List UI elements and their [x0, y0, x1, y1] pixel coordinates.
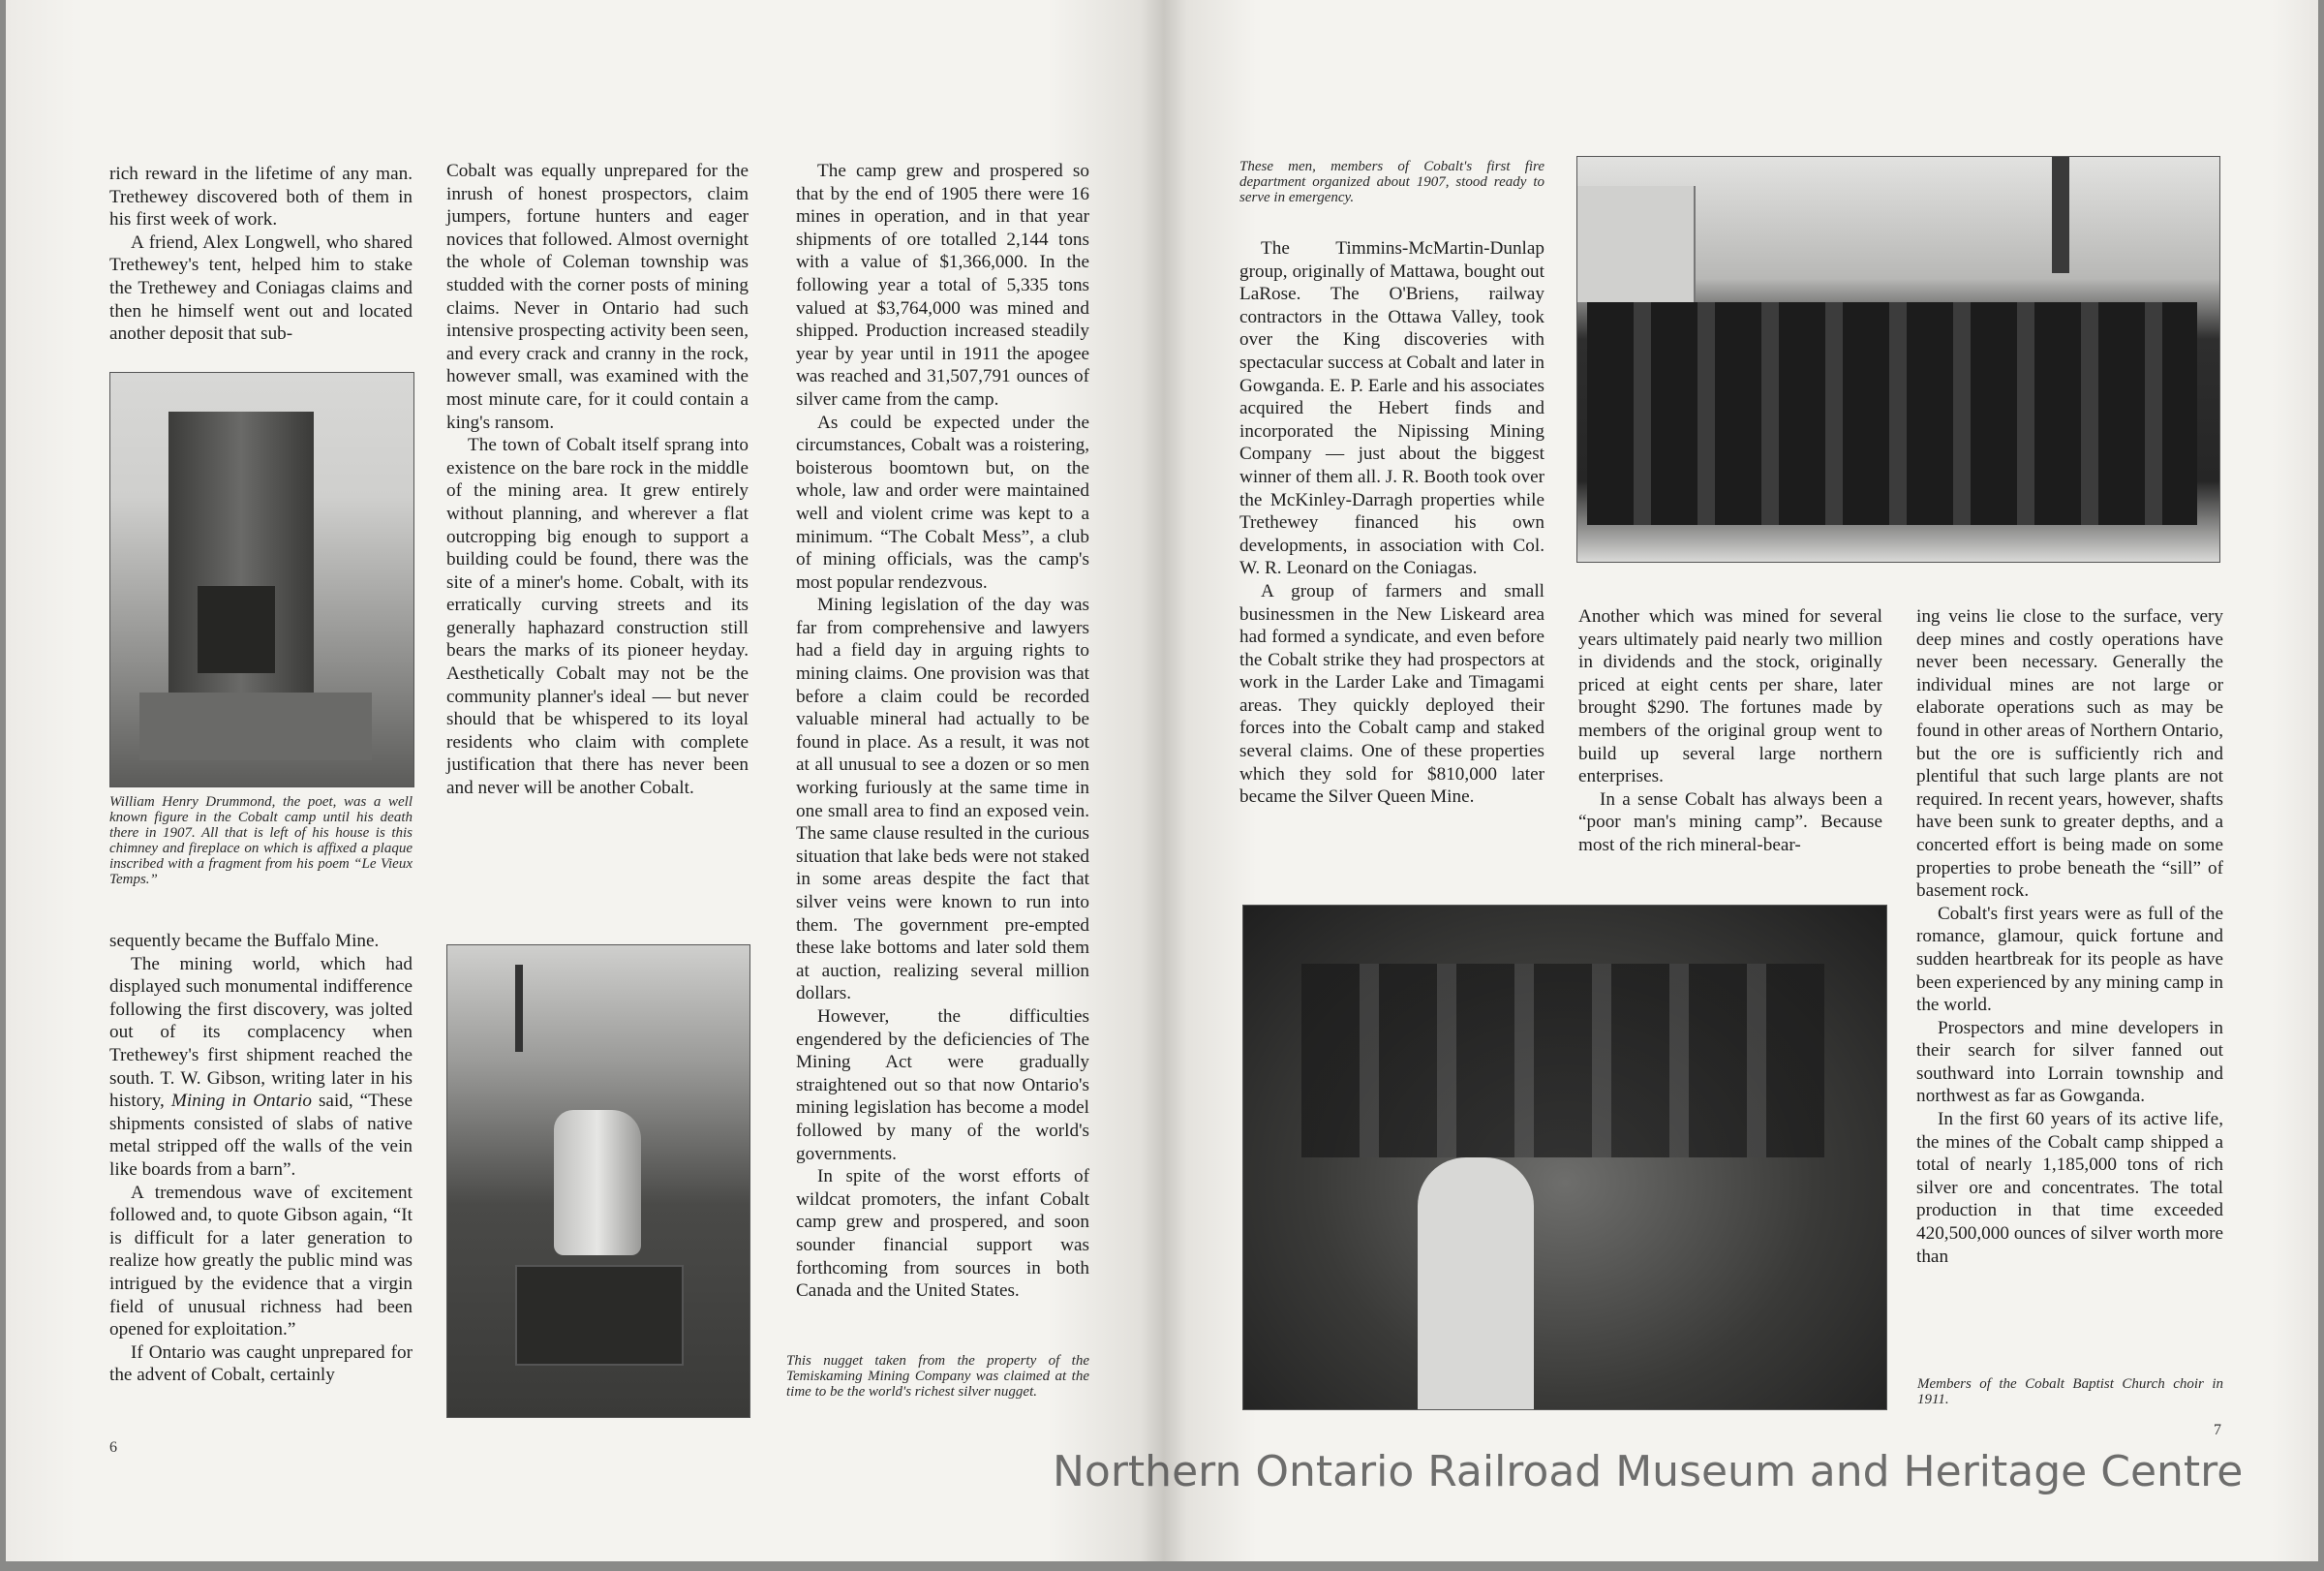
paragraph: ing veins lie close to the surface, very deep mines and costly operations have never been necessary. Generally the individual mines are not large or elaborate operations such as may be found in other areas of Northern Ontario, but the ore is sufficiently rich and plentiful that such large plants are not required. In recent years, however, shafts have been sunk to greater depths, and a concerted effort is being made on some properties to probe beneath the “sill” of basement rock. [1916, 606, 2223, 902]
paragraph: A tremendous wave of excitement followed and, to quote Gibson again, “It is difficult for a later generation to realize how greatly the public mind was intrigued by the evidence that a virgin field of unusual richness had been opened for exploitation.” [109, 1182, 413, 1340]
seated-woman-shape [1418, 1157, 1534, 1409]
paragraph: Mining legislation of the day was far from comprehensive and lawyers had a field day in arguing rights to mining claims. One provision was that before a claim could be recorded valuable mineral had actually to be found in place. As a result, it was not at all unusual to see a dozen or so men working furiously at the same time in one small area to find an exposed vein. The same clause resulted in the curious situation that lake beds were not staked in some areas despite the fact that silver veins were known to run into them. The government pre-empted these lake bottoms and later sold them at auction, realizing several million dollars. [796, 595, 1089, 1004]
paragraph: However, the difficulties engendered by the deficiencies of The Mining Act were gradually straightened out so that now Ontario's mining legislation has become a model followed by many of the world's governments. [796, 1005, 1089, 1164]
book-title: Mining in Ontario [170, 1091, 312, 1112]
page-number-left: 6 [109, 1439, 117, 1456]
paragraph: In spite of the worst efforts of wildcat promoters, the infant Cobalt camp grew and prospered, and soon sounder financial support was forthcoming from sources in both Canada and the United States. [796, 1166, 1089, 1302]
column-b [1578, 605, 1882, 857]
church-choir-photo [1242, 905, 1887, 1410]
column-a [1239, 237, 1544, 809]
nugget-photo-caption: This nugget taken from the property of the Temiskaming Mining Company was claimed at the time to be the world's richest silver nugget. [786, 1353, 1089, 1400]
paragraph: sequently became the Buffalo Mine. [109, 931, 380, 951]
firemen-group-shape [1587, 302, 2197, 525]
choir-members-shape [1301, 964, 1824, 1157]
paragraph: The Timmins-McMartin-Dunlap group, originally of Mattawa, bought out LaRose. The O'Briens, railway contractors in the Ottawa Valley, took over the King discoveries with spectacular success at Cobalt and later in Gowganda. E. P. Earle and his associates acquired the Hebert finds and incorporated the Nipissing Mining Company — just about the biggest winner of them all. J. R. Booth took over the McKinley-Darragh properties while Trethewey financed his own developments, in association with Col. W. R. Leonard on the Coniagas. [1239, 238, 1544, 579]
paragraph: The camp grew and prospered so that by the end of 1905 there were 16 mines in operation, and in that year shipments of ore totalled 2,144 tons with a value of $1,366,000. In the following year a total of 5,335 tons valued at $3,764,000 was mined and shipped. Production increased steadily year by year until in 1911 the apogee was reached and 31,507,791 ounces of silver came from the camp. [796, 161, 1089, 410]
building-shape [1577, 186, 1696, 302]
fireplace-shape [198, 586, 275, 673]
chimney-base-shape [139, 693, 372, 760]
column-1-top [109, 163, 413, 346]
paragraph: A friend, Alex Longwell, who shared Trethewey's tent, helped him to stake the Trethewey and Coniagas claims and then he himself went out and located another deposit that sub- [109, 231, 413, 345]
paragraph: As could be expected under the circumstances, Cobalt was a roistering, boisterous boomtown but, on the whole, law and order were maintained well and violent crime was kept to a minimum. “The Cobalt Mess”, a club of mining officials, was the camp's most popular rendezvous. [796, 412, 1089, 593]
paragraph: If Ontario was caught unprepared for the advent of Cobalt, certainly [109, 1341, 413, 1386]
silver-nugget-photo [446, 944, 750, 1418]
paragraph [109, 953, 413, 1182]
paragraph: The town of Cobalt itself sprang into existence on the bare rock in the middle of the mining area. It grew entirely without planning, and wherever a flat outcropping big enough to support a building could be found, there was the site of a miner's home. Cobalt, with its erratically curving streets and its generally haphazard construction still bears the marks of its pioneer heyday. Aesthetically Cobalt may not be the community planner's ideal — but never should that be whispered to its loyal residents who claim with complete justification that there has never been and never will be another Cobalt. [446, 435, 749, 799]
smokestack-shape [2052, 157, 2069, 273]
museum-watermark: Northern Ontario Railroad Museum and Heritage Centre [1053, 1447, 2244, 1496]
nugget-sign-shape [515, 1265, 684, 1366]
paragraph: In a sense Cobalt has always been a “poor man's mining camp”. Because most of the rich mineral-bear- [1578, 788, 1882, 855]
fire-department-photo [1576, 156, 2220, 563]
column-1-bottom [109, 930, 413, 1387]
chimney-photo-caption: William Henry Drummond, the poet, was a well known figure in the Cobalt camp until his death there in 1907. All that is left of his house is this chimney and fireplace on which is affixed a plaque inscribed with a fragment from his poem “Le Vieux Temps.” [109, 794, 413, 887]
paragraph: In the first 60 years of its active life, the mines of the Cobalt camp shipped a total of nearly 1,185,000 tons of rich silver ore and concentrates. The total production in that time exceeded 420,500,000 ounces of silver worth more than [1916, 1109, 2223, 1267]
chimney-shape [168, 412, 314, 731]
paragraph: Cobalt's first years were as full of the romance, glamour, quick fortune and sudden heartbreak for its people as have been experienced by any mining camp in the world. [1916, 903, 2223, 1016]
paragraph: Cobalt was equally unprepared for the inrush of honest prospectors, claim jumpers, fortune hunters and eager novices that followed. Almost overnight the whole of Coleman township was studded with the corner posts of mining claims. Never in Ontario had such intensive prospecting activity been seen, and every crack and cranny in the rock, however small, was examined with the most minute care, for it could contain a king's ransom. [446, 161, 749, 433]
paragraph: Prospectors and mine developers in their search for silver fanned out southward into Lorrain township and northwest as far as Gowganda. [1916, 1017, 2223, 1107]
column-3 [796, 160, 1089, 1303]
column-2 [446, 160, 749, 800]
page-number-right: 7 [2214, 1422, 2221, 1438]
paragraph-text: said, “These shipments consisted of slabs of native metal stripped off the walls of the vein like boards from a barn”. [109, 1091, 413, 1180]
column-c [1916, 605, 2223, 1268]
nugget-shape [554, 1110, 641, 1255]
paragraph: A group of farmers and small businessmen in the New Liskeard area had formed a syndicate, and even before the Cobalt strike they had prospectors at work in the Larder Lake and Timagami areas. They quickly deployed their forces into the Cobalt camp and staked several claims. One of these properties which they sold for $810,000 later became the Silver Queen Mine. [1239, 580, 1544, 808]
choir-photo-caption: Members of the Cobalt Baptist Church choir in 1911. [1917, 1376, 2223, 1407]
paragraph: rich reward in the lifetime of any man. Trethewey discovered both of them in his first week of work. [109, 164, 413, 231]
water-tower-shape [515, 965, 523, 1052]
fire-photo-caption: These men, members of Cobalt's first fire department organized about 1907, stood ready to serve in emergency. [1239, 159, 1544, 205]
chimney-photo [109, 372, 414, 787]
paragraph: Another which was mined for several years ultimately paid nearly two million in dividends and the stock, originally priced at eight cents per share, later brought $290. The fortunes made by members of the original group went to build up several large northern enterprises. [1578, 606, 1882, 787]
paragraph-text: The mining world, which had displayed such monumental indifference following the first discovery, was jolted out of its complacency when Trethewey's first shipment reached the south. T. W. Gibson, writing later in his history, [109, 953, 413, 1112]
